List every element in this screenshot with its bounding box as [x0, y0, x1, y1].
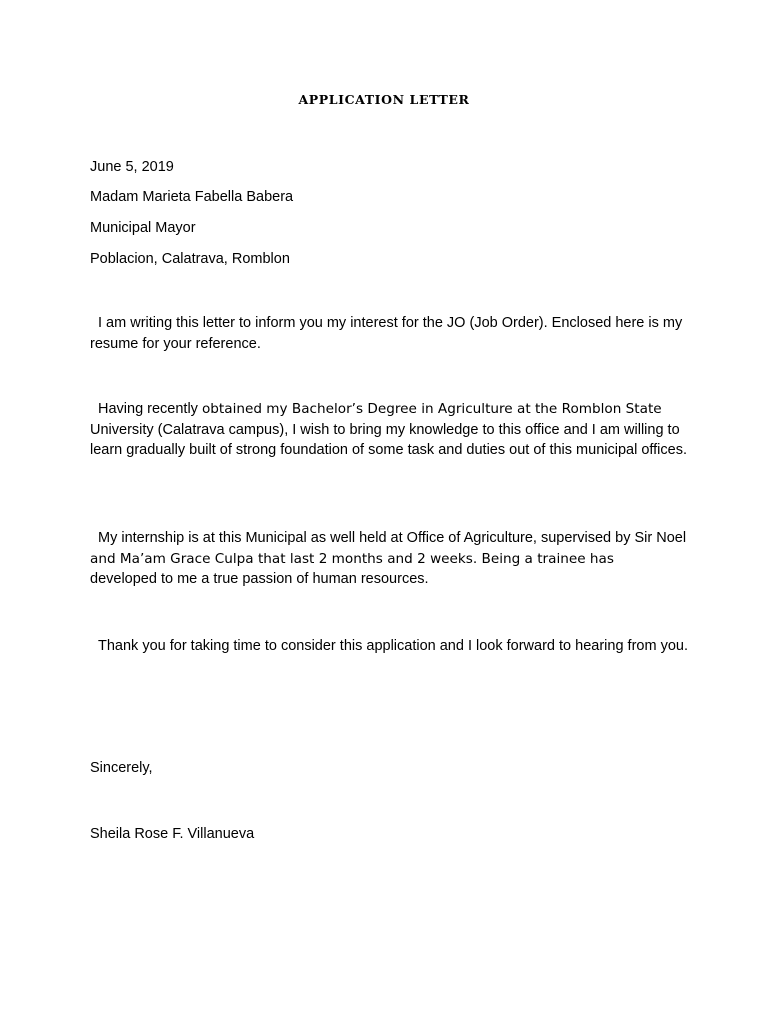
paragraph-education: [90, 399, 690, 461]
paragraph-education-text-a: Having recently: [98, 401, 202, 417]
recipient-name: Madam Marieta Fabella Babera: [90, 189, 294, 205]
paragraph-thanks: [90, 636, 690, 657]
paragraph-internship-text-a: My internship is at this Municipal as well held at Office of Agriculture, supervised by Sir Noel: [98, 530, 687, 546]
paragraph-thanks-text: Thank you for taking time to consider this application and I look forward to hearing from you.: [98, 638, 688, 654]
paragraph-education-text-c: University (Calatrava campus), I wish to bring my knowledge to this office and I am willing to learn gradually built of strong foundation of some task and duties out of this municipal offices.: [90, 421, 687, 459]
paragraph-internship: [90, 528, 690, 590]
signature-name: Sheila Rose F. Villanueva: [90, 826, 255, 842]
paragraph-internship-text-c: developed to me a true passion of human resources.: [90, 571, 429, 588]
paragraph-intro-text: I am writing this letter to inform you my interest for the JO (Job Order). Enclosed here is my resume for your reference.: [90, 315, 683, 352]
recipient-position: Municipal Mayor: [90, 220, 196, 236]
paragraph-education-text-b: obtained my Bachelor’s Degree in Agriculture at the Romblon State: [201, 401, 662, 417]
paragraph-intro: [90, 313, 690, 354]
closing: Sincerely,: [90, 760, 153, 776]
recipient-address: Poblacion, Calatrava, Romblon: [90, 251, 290, 267]
paragraph-internship-text-b: and Ma’am Grace Culpa that last 2 months and 2 weeks. Being a trainee has: [90, 550, 614, 567]
letter-title: APPLICATION LETTER: [298, 92, 470, 107]
letter-date: June 5, 2019: [90, 159, 174, 175]
